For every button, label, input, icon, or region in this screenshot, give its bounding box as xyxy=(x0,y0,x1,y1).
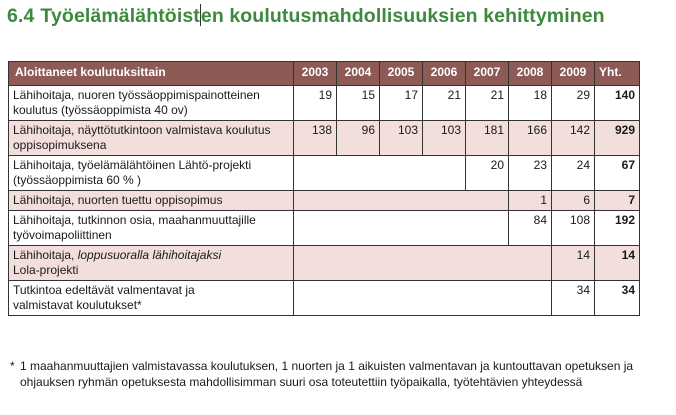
cell-value: 103 xyxy=(423,121,466,156)
cell-value: 24 xyxy=(552,156,595,191)
footnote-marker: * xyxy=(10,359,15,373)
row-label xyxy=(9,246,294,281)
cell-value: 138 xyxy=(294,121,337,156)
cell-value: 103 xyxy=(380,121,423,156)
row-label-line2: oppisopimuksena xyxy=(13,138,107,152)
header-year: 2006 xyxy=(423,62,466,86)
row-label-line2: koulutus (työssäoppimista 40 ov) xyxy=(13,103,188,117)
row-label xyxy=(9,86,294,121)
row-label-line1-italic: loppusuoralla lähihoitajaksi xyxy=(77,248,222,262)
row-label-line2: Lola-projekti xyxy=(13,263,79,277)
table-row xyxy=(9,246,640,281)
row-label-line2: valmistavat koulutukset* xyxy=(13,298,142,312)
row-label-line1: Lähihoitaja, näyttötutkintoon valmistava koulutus xyxy=(13,123,271,137)
footnote-line1: 1 maahanmuuttajien valmistavassa koulutuksen, 1 nuorten ja 1 aikuisten valmentavan ja kuntouttavan opetuksen ja xyxy=(20,359,634,373)
cell-value: 17 xyxy=(380,86,423,121)
header-year: 2009 xyxy=(552,62,595,86)
header-year: 2005 xyxy=(380,62,423,86)
row-label xyxy=(9,191,294,211)
row-label-line2: (työssäoppimista 60 % ) xyxy=(13,173,142,187)
table-row xyxy=(9,191,640,211)
empty-cell xyxy=(294,281,552,316)
row-label xyxy=(9,281,294,316)
header-label: Aloittaneet koulutuksittain xyxy=(9,62,294,86)
section-title-part1: Työelämälähtöist xyxy=(40,5,200,27)
table-row xyxy=(9,156,640,191)
cell-value: 21 xyxy=(466,86,509,121)
cell-total: 34 xyxy=(595,281,640,316)
cell-value: 142 xyxy=(552,121,595,156)
cell-value: 34 xyxy=(552,281,595,316)
row-label-line1: Lähihoitaja, tutkinnon osia, maahanmuuttajille xyxy=(13,213,256,227)
cell-value: 20 xyxy=(466,156,509,191)
row-label-line1: Lähihoitaja, nuoren työssäoppimispainotteinen xyxy=(13,88,260,102)
cell-total: 14 xyxy=(595,246,640,281)
cell-value: 108 xyxy=(552,211,595,246)
cell-value: 29 xyxy=(552,86,595,121)
training-table xyxy=(8,61,640,316)
cell-value: 15 xyxy=(337,86,380,121)
section-heading xyxy=(7,4,605,28)
row-label xyxy=(9,156,294,191)
cell-value: 181 xyxy=(466,121,509,156)
header-year: 2003 xyxy=(294,62,337,86)
cell-value: 166 xyxy=(509,121,552,156)
cell-total: 67 xyxy=(595,156,640,191)
cell-value: 18 xyxy=(509,86,552,121)
header-year: 2007 xyxy=(466,62,509,86)
cell-value: 14 xyxy=(552,246,595,281)
row-label xyxy=(9,121,294,156)
row-label-line1: Lähihoitaja, työelämälähtöinen Lähtö-projekti xyxy=(13,158,252,172)
cell-value: 6 xyxy=(552,191,595,211)
row-label-line1: Lähihoitaja, nuorten tuettu oppisopimus xyxy=(13,193,223,207)
cell-value: 19 xyxy=(294,86,337,121)
cell-value: 23 xyxy=(509,156,552,191)
footnote-line2: ohjauksen ryhmän opetuksesta mahdollisimman suuri osa toteutettiin työpaikalla, työtehtävien yhteydessä xyxy=(20,375,583,389)
table-row xyxy=(9,121,640,156)
footnote xyxy=(10,358,650,390)
header-year: 2004 xyxy=(337,62,380,86)
cell-total: 192 xyxy=(595,211,640,246)
row-label-line1-plain: Lähihoitaja, xyxy=(13,248,78,262)
cell-total: 140 xyxy=(595,86,640,121)
table-row xyxy=(9,211,640,246)
empty-cell xyxy=(294,246,552,281)
cell-value: 84 xyxy=(509,211,552,246)
cell-value: 1 xyxy=(509,191,552,211)
cell-value: 21 xyxy=(423,86,466,121)
cell-value: 96 xyxy=(337,121,380,156)
section-number: 6.4 xyxy=(7,5,35,27)
cell-total: 7 xyxy=(595,191,640,211)
row-label xyxy=(9,211,294,246)
empty-cell xyxy=(294,191,509,211)
empty-cell xyxy=(294,211,509,246)
header-year: 2008 xyxy=(509,62,552,86)
row-label-line2: työvoimapoliittinen xyxy=(13,228,112,242)
table-header-row xyxy=(9,62,640,86)
table-row xyxy=(9,281,640,316)
row-label-line1: Tutkintoa edeltävät valmentavat ja xyxy=(13,283,195,297)
table-row xyxy=(9,86,640,121)
section-title-part2: en koulutusmahdollisuuksien kehittyminen xyxy=(200,5,605,27)
cell-total: 929 xyxy=(595,121,640,156)
header-total: Yht. xyxy=(595,62,640,86)
empty-cell xyxy=(294,156,466,191)
